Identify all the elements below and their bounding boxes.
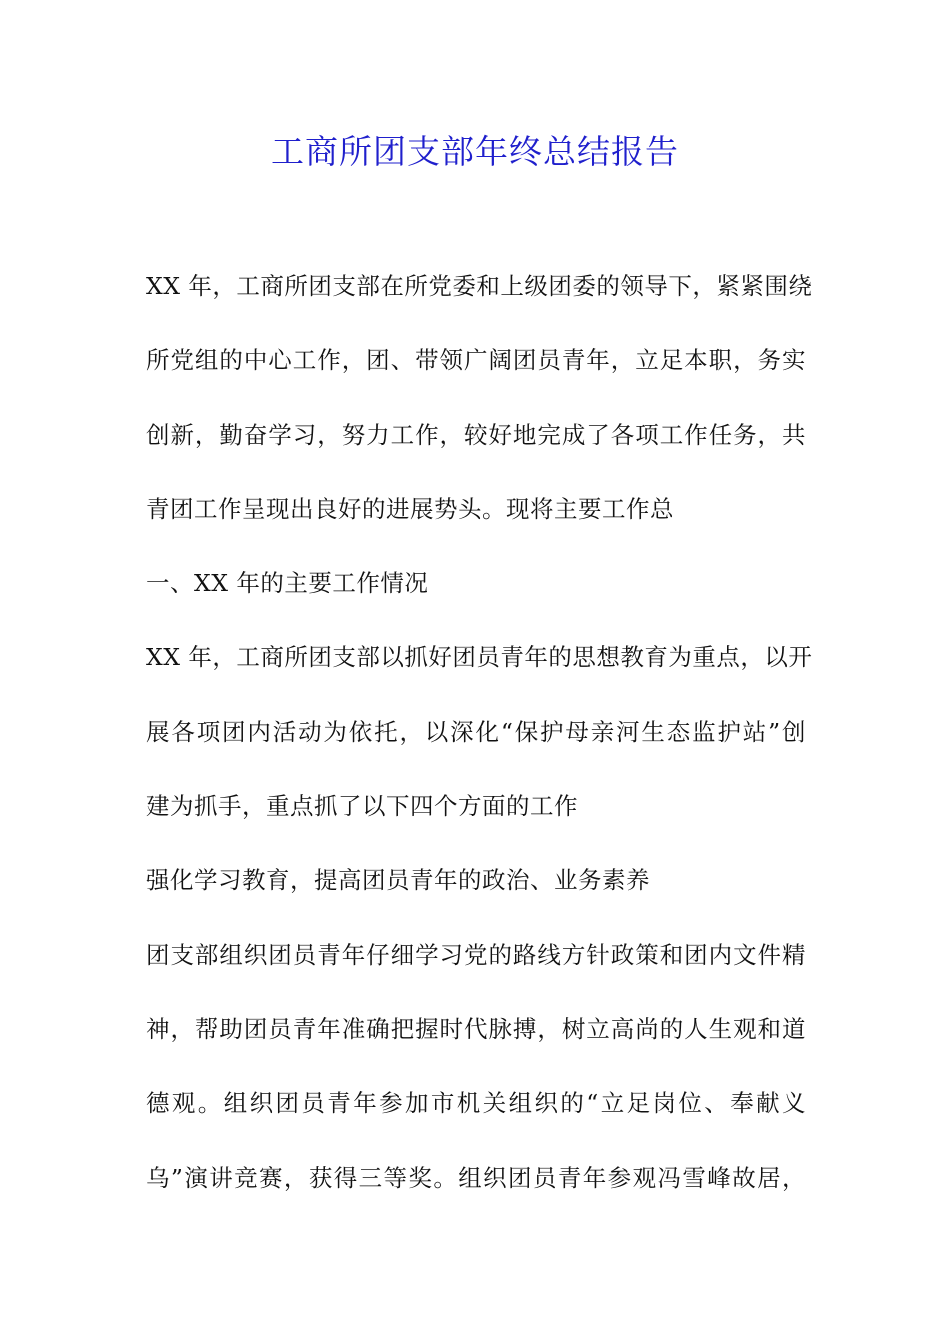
body-line-3: 创新，勤奋学习，努力工作，较好地完成了各项工作任务，共 bbox=[146, 420, 806, 449]
body-line-7: 展各项团内活动为依托，以深化“保护母亲河生态监护站”创 bbox=[146, 717, 806, 746]
body-line-4: 青团工作呈现出良好的进展势头。现将主要工作总 bbox=[146, 494, 674, 523]
body-line-12: 德观。组织团员青年参加市机关组织的“立足岗位、奉献义 bbox=[146, 1089, 806, 1118]
body-line-6: XX 年，工商所团支部以抓好团员青年的思想教育为重点，以开 bbox=[146, 643, 813, 672]
body-line-10: 团支部组织团员青年仔细学习党的路线方针政策和团内文件精 bbox=[146, 940, 806, 969]
document-body bbox=[146, 262, 813, 1228]
body-line-8: 建为抓手，重点抓了以下四个方面的工作 bbox=[146, 792, 578, 821]
document-title: 工商所团支部年终总结报告 bbox=[271, 132, 679, 171]
section-heading-1: 一、XX 年的主要工作情况 bbox=[146, 569, 429, 598]
body-line-13: 乌”演讲竞赛，获得三等奖。组织团员青年参观冯雪峰故居， bbox=[146, 1163, 806, 1192]
body-line-11: 神，帮助团员青年准确把握时代脉搏，树立高尚的人生观和道 bbox=[146, 1014, 806, 1043]
body-line-2: 所党组的中心工作，团、带领广阔团员青年，立足本职，务实 bbox=[146, 346, 806, 375]
body-line-1: XX 年，工商所团支部在所党委和上级团委的领导下，紧紧围绕 bbox=[146, 272, 813, 300]
subsection-heading-1: 强化学习教育，提高团员青年的政治、业务素养 bbox=[146, 866, 650, 895]
